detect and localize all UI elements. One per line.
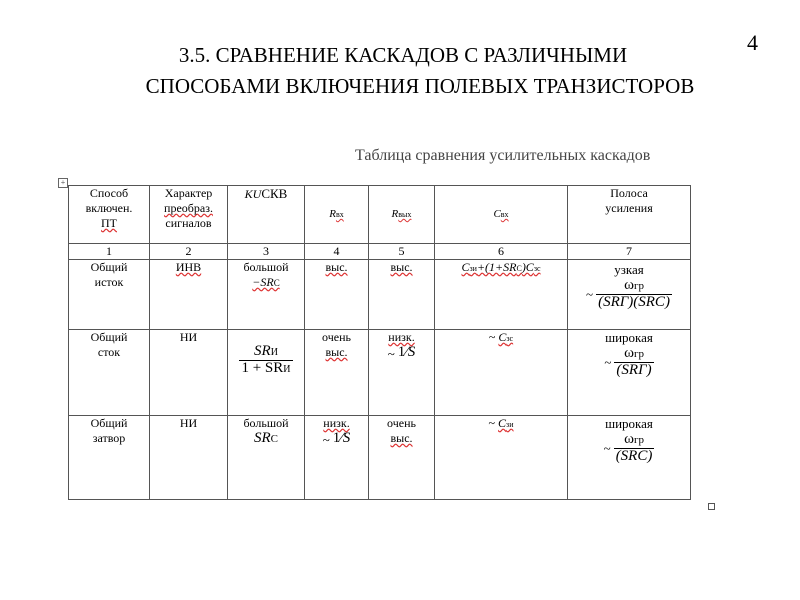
row-signal: НИ [150, 416, 228, 500]
row-method: Общий затвор [69, 416, 150, 500]
table-row [69, 416, 691, 500]
row-rout: очень выс. [369, 416, 435, 500]
row-rin: выс. [305, 260, 369, 330]
table-row [69, 260, 691, 330]
comparison-table [68, 185, 691, 500]
row-method: Общий сток [69, 330, 150, 416]
header-rin: Rвх [305, 186, 369, 244]
title-line-2: СПОСОБАМИ ВКЛЮЧЕНИЯ ПОЛЕВЫХ ТРАНЗИСТОРОВ [145, 74, 695, 98]
row-cin: ~ Cзи [435, 416, 568, 500]
row-cin: Cзи+(1+SRС)Cзс [435, 260, 568, 330]
row-gain: большой SRС [228, 416, 305, 500]
header-cin: Cвх [435, 186, 568, 244]
table-resize-handle-icon[interactable] [708, 503, 715, 510]
table-caption: Таблица сравнения усилительных каскадов [355, 147, 651, 164]
header-signal: Характер преобраз. сигналов [150, 186, 228, 244]
row-bandwidth: широкая ~ $\frac{\text{ωгр}}{\text{(SRС)}}$ [568, 416, 691, 500]
header-method: Способ включен. ПТ [69, 186, 150, 244]
column-numbers-row: 1 2 3 4 5 6 7 [69, 244, 691, 260]
page-title [0, 40, 800, 102]
row-gain: большой −SRС [228, 260, 305, 330]
row-signal: НИ [150, 330, 228, 416]
row-signal: ИНВ [150, 260, 228, 330]
header-row [69, 186, 691, 244]
header-gain: KUСКВ [228, 186, 305, 244]
row-bandwidth: узкая ~ $\frac{\text{ωгр}}{\text{(SRГ)(SRС)}}$ [568, 260, 691, 330]
row-bandwidth: широкая ~ $\frac{\text{ωгр}}{\text{(SRГ)}}$ [568, 330, 691, 416]
row-rin: очень выс. [305, 330, 369, 416]
row-method: Общий исток [69, 260, 150, 330]
row-gain: $\frac{\text{SRИ}}{\text{1 + SRИ}}$ [228, 330, 305, 416]
header-bandwidth: Полоса усиления [568, 186, 691, 244]
table-row [69, 330, 691, 416]
row-rin: низк. ~ 1⁄S [305, 416, 369, 500]
row-rout: низк. ~ 1⁄S [369, 330, 435, 416]
title-line-1: 3.5. СРАВНЕНИЕ КАСКАДОВ С РАЗЛИЧНЫМИ [178, 43, 628, 67]
row-cin: ~ Cзс [435, 330, 568, 416]
header-rout: Rвых [369, 186, 435, 244]
row-rout: выс. [369, 260, 435, 330]
table-move-handle-icon[interactable]: + [58, 178, 68, 188]
page-number: 4 [747, 30, 758, 55]
